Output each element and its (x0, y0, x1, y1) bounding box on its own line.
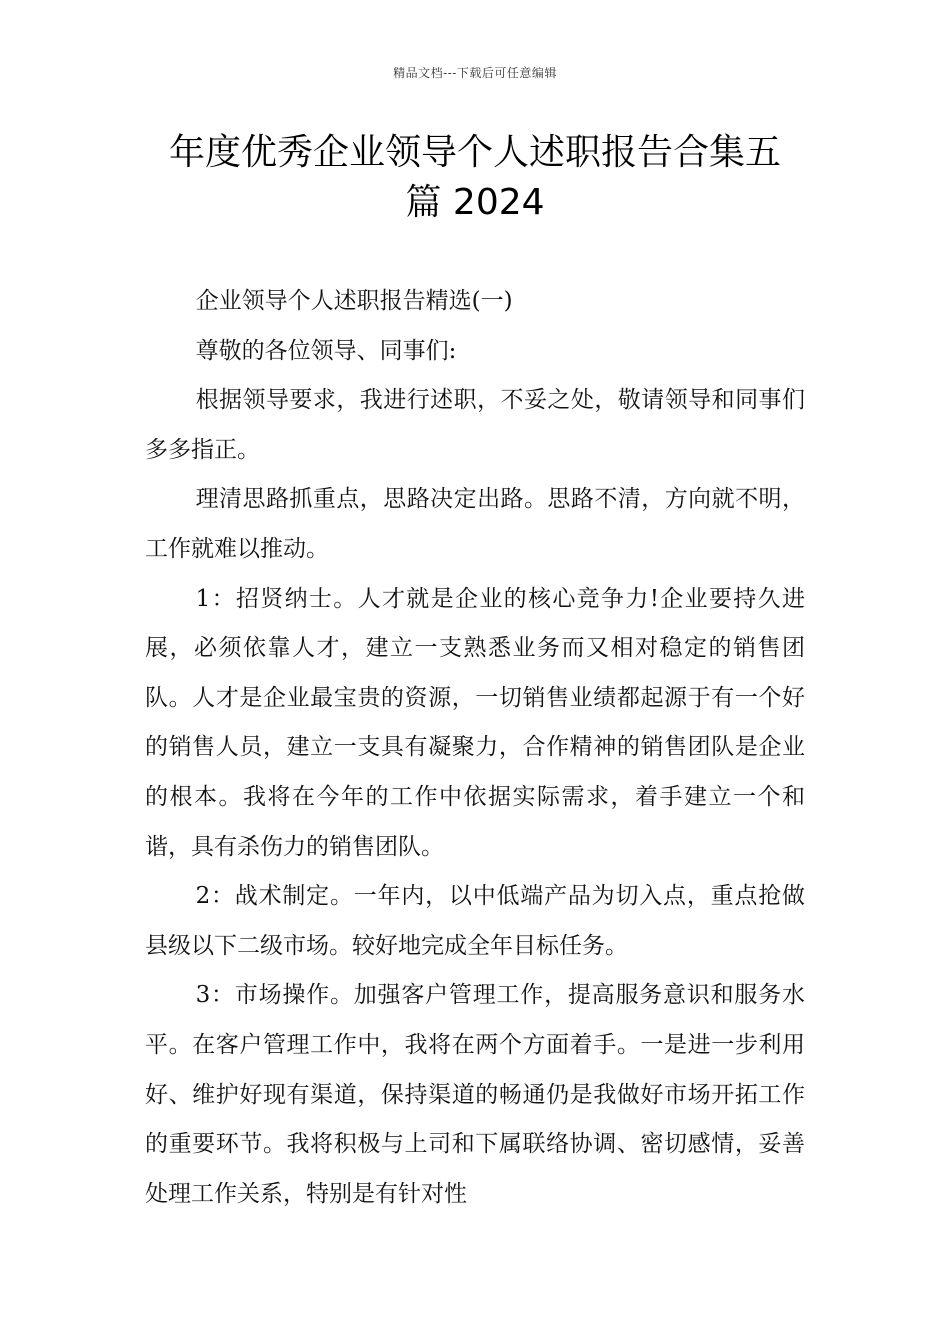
salutation: 尊敬的各位领导、同事们: (195, 337, 457, 364)
paragraph-point-3: 3：市场操作。加强客户管理工作，提高服务意识和服务水平。在客户管理工作中，我将在两个方面着手。一是进一步利用好、维护好现有渠道，保持渠道的畅通仍是我做好市场开拓工作的重要环节。我将积极与上司和下属联络协调、密切感情，妥善处理工作关系，特别是有针对性 (145, 982, 805, 1207)
paragraph-point-1: 1：招贤纳士。人才就是企业的核心竞争力!企业要持久进展，必须依靠人才，建立一支熟悉业务而又相对稳定的销售团队。人才是企业最宝贵的资源，一切销售业绩都起源于有一个好的销售人员，建立一支具有凝聚力，合作精神的销售团队是企业的根本。我将在今年的工作中依据实际需求，着手建立一个和谐，具有杀伤力的销售团队。 (145, 585, 805, 860)
paragraph-intro: 根据领导要求，我进行述职，不妥之处，敬请领导和同事们多多指正。 (145, 387, 805, 463)
section-heading: 企业领导个人述职报告精选(一) (195, 288, 513, 314)
page-header-watermark: 精品文档---下载后可任意编辑 (393, 66, 557, 80)
document-body (145, 277, 805, 1219)
document-title (140, 128, 810, 228)
title-line-1: 年度优秀企业领导个人述职报告合集五 (168, 132, 781, 173)
paragraph-thinking: 理清思路抓重点，思路决定出路。思路不清，方向就不明，工作就难以推动。 (145, 486, 805, 562)
paragraph-point-2: 2：战术制定。一年内，以中低端产品为切入点，重点抢做县级以下二级市场。较好地完成全年目标任务。 (145, 883, 805, 959)
title-line-2: 篇 2024 (405, 182, 545, 223)
